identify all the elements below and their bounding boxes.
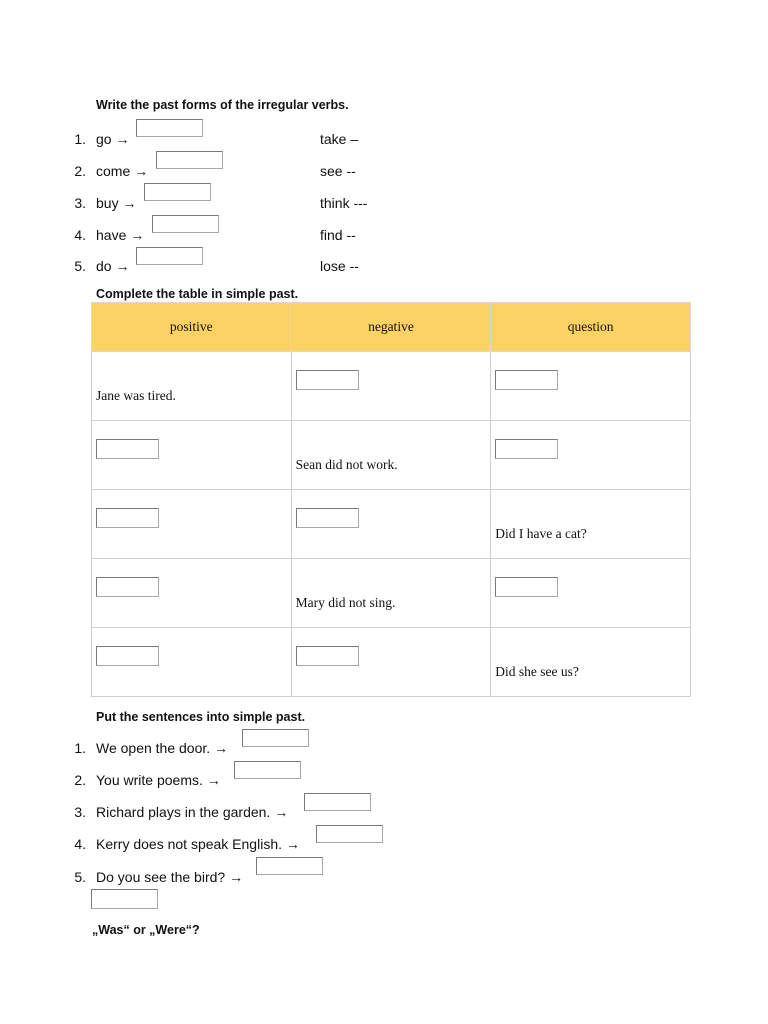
verb-take: take –: [320, 131, 359, 147]
column-header-question: question: [491, 303, 691, 352]
table-input[interactable]: [296, 370, 359, 390]
list-number: 5.: [74, 258, 86, 274]
verb-do: do →: [96, 258, 130, 274]
table-cell: [291, 559, 491, 628]
sentence-5: Do you see the bird? →: [96, 869, 244, 885]
cell-sentence: Sean did not work.: [295, 457, 398, 472]
column-header-negative: negative: [291, 303, 491, 352]
sentence-input-5[interactable]: [256, 857, 323, 875]
verb-buy: buy →: [96, 195, 137, 211]
table-input[interactable]: [296, 508, 359, 528]
sentence-1: We open the door. →: [96, 740, 229, 756]
sentence-4: Kerry does not speak English. →: [96, 836, 300, 852]
table-input[interactable]: [495, 370, 558, 390]
section1-heading: Write the past forms of the irregular verbs.: [96, 98, 349, 112]
table-cell: [92, 352, 292, 421]
table-input[interactable]: [296, 646, 359, 666]
table-cell: [491, 490, 691, 559]
column-header-positive: positive: [92, 303, 292, 352]
answer-input-buy[interactable]: [144, 183, 211, 201]
answer-input-have[interactable]: [152, 215, 219, 233]
list-number: 4.: [74, 836, 86, 852]
list-number: 3.: [74, 195, 86, 211]
table-row: [92, 352, 691, 421]
list-number: 2.: [74, 163, 86, 179]
cell-sentence: Jane was tired.: [96, 388, 176, 403]
section2-heading: Complete the table in simple past.: [96, 287, 299, 301]
sentence-input-1[interactable]: [242, 729, 309, 747]
table-row: [92, 559, 691, 628]
table-input[interactable]: [96, 439, 159, 459]
cell-sentence: Did I have a cat?: [495, 526, 587, 541]
table-cell: [291, 628, 491, 697]
list-number: 5.: [74, 869, 86, 885]
section4-heading: „Was“ or „Were“?: [92, 923, 200, 937]
verb-think: think ---: [320, 195, 368, 211]
sentence-input-5-continued[interactable]: [91, 889, 158, 909]
table-cell: [491, 352, 691, 421]
list-number: 3.: [74, 804, 86, 820]
list-number: 4.: [74, 227, 86, 243]
sentence-input-4[interactable]: [316, 825, 383, 843]
sentence-3: Richard plays in the garden. →: [96, 804, 289, 820]
verb-go: go →: [96, 131, 130, 147]
table-input[interactable]: [495, 577, 558, 597]
table-row: [92, 490, 691, 559]
sentence-input-2[interactable]: [234, 761, 301, 779]
table-row: [92, 421, 691, 490]
table-input[interactable]: [96, 508, 159, 528]
table-input[interactable]: [495, 439, 558, 459]
table-cell: [291, 490, 491, 559]
table-cell: [92, 421, 292, 490]
verb-come: come →: [96, 163, 149, 179]
table-header-row: [92, 303, 691, 352]
list-number: 2.: [74, 772, 86, 788]
table-cell: [92, 628, 292, 697]
section3-heading: Put the sentences into simple past.: [96, 710, 306, 724]
sentence-2: You write poems. →: [96, 772, 221, 788]
list-number: 1.: [74, 131, 86, 147]
table-cell: [491, 628, 691, 697]
list-number: 1.: [74, 740, 86, 756]
table-cell: [491, 421, 691, 490]
table-input[interactable]: [96, 646, 159, 666]
table-row: [92, 628, 691, 697]
table-cell: [92, 559, 292, 628]
answer-input-do[interactable]: [136, 247, 203, 265]
table-cell: [491, 559, 691, 628]
simple-past-table: [91, 302, 691, 697]
cell-sentence: Did she see us?: [495, 664, 579, 679]
verb-find: find --: [320, 227, 356, 243]
verb-see: see --: [320, 163, 356, 179]
verb-lose: lose --: [320, 258, 359, 274]
table-cell: [291, 421, 491, 490]
table-input[interactable]: [96, 577, 159, 597]
table-cell: [92, 490, 292, 559]
answer-input-go[interactable]: [136, 119, 203, 137]
sentence-input-3[interactable]: [304, 793, 371, 811]
cell-sentence: Mary did not sing.: [295, 595, 396, 610]
verb-have: have →: [96, 227, 145, 243]
answer-input-come[interactable]: [156, 151, 223, 169]
table-cell: [291, 352, 491, 421]
